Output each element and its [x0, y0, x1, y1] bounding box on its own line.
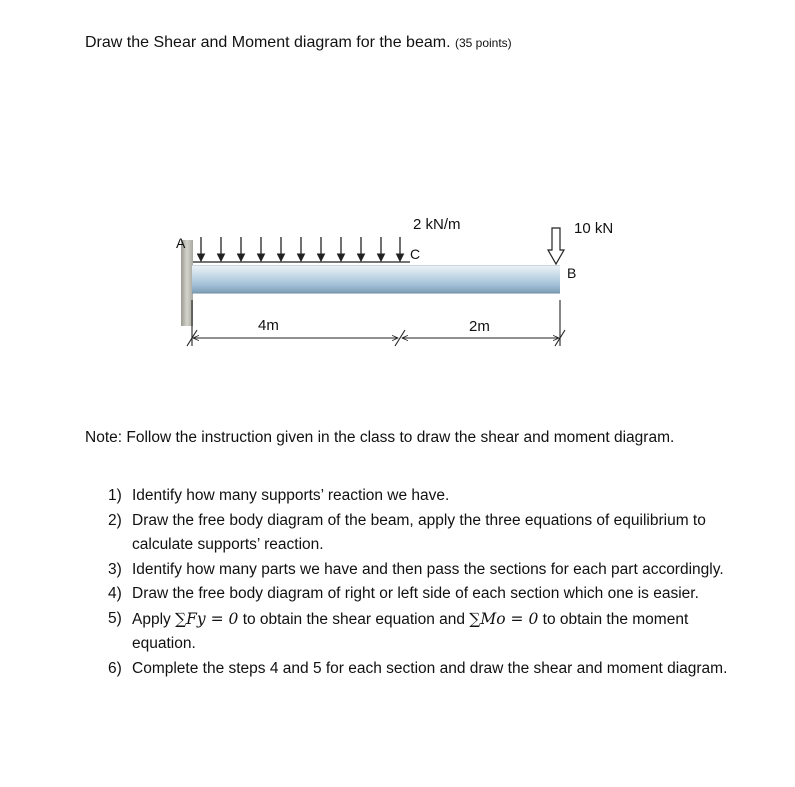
label-c: C [410, 246, 421, 262]
step-number: 3) [108, 560, 122, 578]
list-item [108, 657, 738, 682]
point-load-arrow [548, 228, 564, 264]
moment-equation: ∑Mo = 0 [469, 609, 539, 628]
points-label: (35 points) [454, 36, 512, 50]
dim-right-label: 2m [469, 318, 490, 335]
distributed-load-arrows [198, 237, 404, 261]
fixed-support-wall [181, 240, 193, 326]
dim-left-label: 4m [258, 317, 279, 334]
list-item [108, 607, 738, 657]
step-text: Complete the steps 4 and 5 for each section and draw the shear and moment diagram. [132, 659, 728, 677]
list-item [108, 582, 738, 607]
shear-equation: ∑Fy = 0 [175, 609, 239, 628]
step-number: 1) [108, 487, 122, 504]
step-number: 2) [108, 511, 122, 529]
step-text: Draw the free body diagram of the beam, apply the three equations of equilibrium to calculate supports’ reaction. [132, 511, 706, 553]
beam [192, 265, 560, 293]
step-text-pre: Apply [132, 610, 171, 628]
steps-list [108, 484, 738, 681]
distributed-load-label: 2 kN/m [413, 216, 461, 233]
title-text: Draw the Shear and Moment diagram for the beam. [85, 34, 451, 51]
step-text-post: to obtain the moment equation. [132, 610, 689, 652]
list-item [108, 484, 738, 509]
note-paragraph: Note: Follow the instruction given in the class to draw the shear and moment diagram. [85, 429, 675, 446]
step-text: Identify how many supports’ reaction we have. [132, 487, 450, 504]
step-text: Draw the free body diagram of right or left side of each section which one is easier. [132, 585, 699, 602]
label-a: A [176, 235, 186, 251]
step-text: Identify how many parts we have and then pass the sections for each part accordingly. [132, 560, 724, 578]
step-number: 5) [108, 609, 122, 627]
step-number: 4) [108, 585, 122, 602]
step-text-mid: to obtain the shear equation and [242, 610, 466, 628]
list-item [108, 509, 738, 558]
point-load-label: 10 kN [574, 220, 614, 237]
label-b: B [567, 265, 577, 281]
step-number: 6) [108, 659, 122, 677]
dimension-lines [187, 300, 565, 346]
list-item [108, 558, 738, 583]
